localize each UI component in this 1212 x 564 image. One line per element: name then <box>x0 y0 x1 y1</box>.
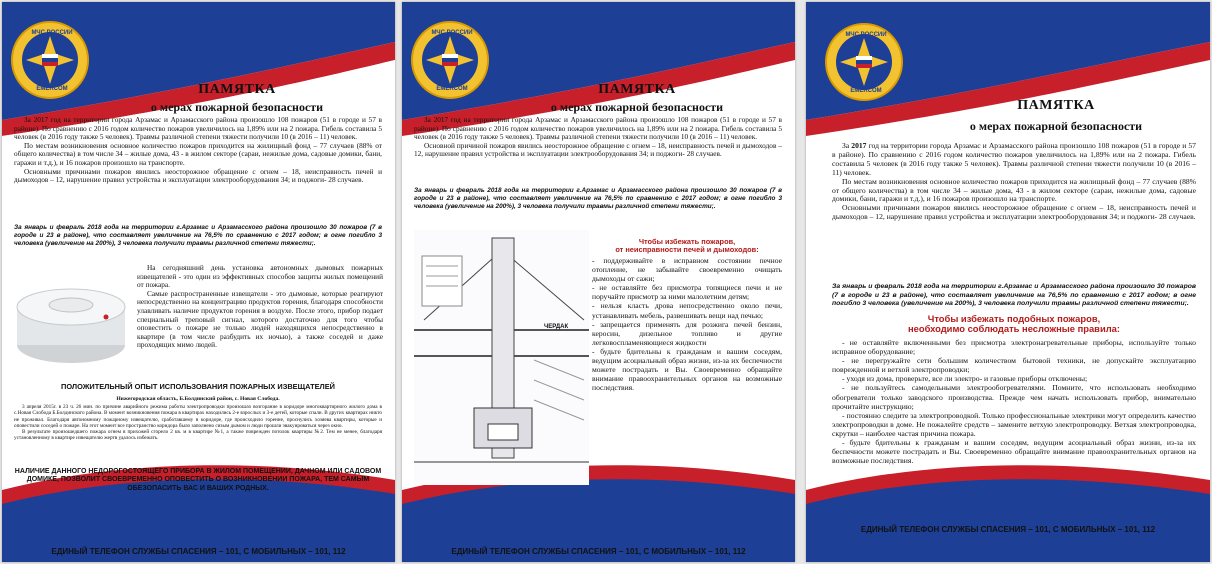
intro-paragraph: За 2017 год на территории города Арзамас и Арзамасского района произошло 108 пожаров (51 в городе и 57 в районе). По сравнению с 2016 годом количество пожаров увеличилось на 1,89% или на 2 пожара. Гибель составила 5 человек (в 2016 году также 5 человек). Травмы различной степени тяжести получили 10 (в 2016 – 11) человек. <box>832 141 1196 177</box>
attic-label: ЧЕРДАК <box>544 324 569 330</box>
case-result: В результате произошедшего пожара огнем в прихожей сгорело 2 кв. м в квартире №1, а также поврежден потолок квартиры №2. Тем не менее, благодаря установленному в квартире извещателю жертв удалось избежать. <box>14 429 382 442</box>
tips-heading-line-2: от неисправности печей и дымоходов: <box>615 245 759 254</box>
rule-item: - постоянно следите за электропроводкой. Только профессиональные электрики могут определить качество электропроводки в доме. Не пожалейте средств – замените ветхую электропроводку. Ветхая электропроводка, скрутки – наиболее частая причина пожара. <box>832 410 1196 438</box>
tip-item: - нельзя класть дрова непосредственно около печи, устанавливать мебель, развешивать вещи над печью; <box>592 301 782 320</box>
places-paragraph: По местам возникновения основное количество пожаров приходится на жилищный фонд – 77 случаев (88% от общего количества) в том числе 34 – жилые дома, 43 - в жилом секторе (сараи, нежилые дома, садовые домики, бани, гаражи и т.д.), и 16 пожаров произошло на транспорте. <box>832 176 1196 204</box>
logo-text-top: МЧС РОССИИ <box>845 32 887 38</box>
popular-paragraph: Самые распространенные извещатели - это дымовые, которые реагируют непосредственно на концентрацию продуктов горения, благодаря способности улавливать наличие продуктов горения в воздухе. После этого, прибор подает специальный треповый сигнал, которого достаточно для того чтобы оповестить о пожаре не только людей находящихся непосредственно в квартире (в том числе разбудить их ночью), а также соседей и даже проходящих мимо людей. <box>137 288 383 350</box>
logo-text-bottom: EMERCOM <box>436 86 468 92</box>
bottom-call-out: НАЛИЧИЕ ДАННОГО НЕДОРОГОСТОЯЩЕГО ПРИБОРА В ЖИЛОМ ПОМЕЩЕНИИ, ДАЧНОМ ИЛИ САДОВОМ ДОМИКЕ, ПОЗВОЛИТ СВОЕВРЕМЕННО ОПОВЕСТИТЬ О ВОЗНИКНОВЕНИИ ПОЖАРА, ТЕМ САМЫМ ОБЕЗОПАСИТЬ ВАС И ВАШИХ РОДНЫХ. <box>14 468 382 492</box>
causes-paragraph: Основной причиной пожаров явились неосторожное обращение с огнем – 18, неисправность печей и дымоходов – 12, нарушение правил устройства и эксплуатации электрооборудования 34; и поджоги- 28 случаев. <box>414 140 782 159</box>
rule-item: - не перегружайте сети большим количеством бытовой техники, не допускайте эксплуатацию поврежденной и ветхой электропроводки; <box>832 356 1196 375</box>
jan-feb-stats: За январь и февраль 2018 года на территории г.Арзамас и Арзамасского района произошло 30 пожаров (7 в городе и 23 в районе), что составляет увеличение на 76,5% по сравнению с 2017 годом; в огне погибло 3 человека (увеличение на 200%), 3 человека получили травмы различной степени тяжести;. <box>14 224 382 248</box>
tip-item: - запрещается применять для розжига печей бензин, керосин, дизельное топливо и другие легковоспламеняющиеся жидкости <box>592 319 782 347</box>
rule-item: - будьте бдительны к гражданам и вашим соседям, ведущим асоциальный образ жизни, из-за их беспечности можете пострадать и Вы. Своевременно обращайте внимание правоохранительных органов на возможные последствия. <box>832 438 1196 466</box>
places-paragraph: По местам возникновения основное количество пожаров приходится на жилищный фонд – 77 случаев (88% от общего количества) в том числе 34 – жилые дома, 43 - в жилом секторе (сараи, нежилые дома, садовые домики, бани, гаражи и т.д.), и 16 пожаров произошло на транспорте. <box>14 140 382 167</box>
intro-paragraph: За 2017 год на территории города Арзамас и Арзамасского района произошло 108 пожаров (51 в городе и 57 в районе). По сравнению с 2016 годом количество пожаров увеличилось на 1,89% или на 2 пожара. Гибель составила 5 человек (в 2016 году также 5 человек). Травмы различной степени тяжести получили 10 (в 2016 – 11) человек. <box>14 115 382 142</box>
logo-text-top: МЧС РОССИИ <box>31 30 73 36</box>
stove-chimney-diagram <box>414 230 589 485</box>
rules-heading <box>832 314 1196 334</box>
leaflet-page-3 <box>806 2 1210 562</box>
tips-heading-line-1: Чтобы избежать пожаров, <box>638 237 736 246</box>
tip-item: - поддерживайте в исправном состоянии печное отопление, не забывайте своевременно очищать дымоходы от сажи; <box>592 256 782 284</box>
tip-item: - не оставляйте без присмотра топящиеся печи и не поручайте присмотр за ними малолетним детям; <box>592 283 782 302</box>
rescue-phone-footer: ЕДИНЫЙ ТЕЛЕФОН СЛУЖБЫ СПАСЕНИЯ – 101, С МОБИЛЬНЫХ – 101, 112 <box>860 525 1156 534</box>
case-text: 3 апреля 2015г. в 23 ч. 26 мин. по причине аварийного режима работы электропроводки произошло возгорание в коридоре многоквартирного жилого дома в с.Новая Слобода Б.Болдинского района. В момент возникновения пожара в квартирах находились 2-е взрослых и 3-е детей, которые спали. В других квартирах никто не проживал. Благодаря автономному пожарному извещателю, сработавшему в коридоре, где происходило горение, проснулись хозяева квартиры, которые и оповестили соседей о пожаре. На этот момент все пространство коридора было заполнено сизым дымом и люди прошли эвакуироваться через окно. <box>14 404 382 429</box>
leaflet-page-2 <box>402 2 795 562</box>
today-paragraph: На сегодняшний день установка автономных дымовых пожарных извещателей - это один из эффективных способов защиты жилых помещений от пожара. <box>137 263 383 290</box>
experience-heading: ПОЛОЖИТЕЛЬНЫЙ ОПЫТ ИСПОЛЬЗОВАНИЯ ПОЖАРНЫХ ИЗВЕЩАТЕЛЕЙ <box>61 382 335 391</box>
page-subtitle: о мерах пожарной безопасности <box>969 119 1143 133</box>
rule-item: - уходя из дома, проверьте, все ли электро- и газовые приборы отключены; <box>842 374 1088 384</box>
page-subtitle: о мерах пожарной безопасности <box>550 100 724 114</box>
rescue-phone-footer: ЕДИНЫЙ ТЕЛЕФОН СЛУЖБЫ СПАСЕНИЯ – 101, С МОБИЛЬНЫХ – 101, 112 <box>51 547 346 556</box>
intro-year: 2017 <box>851 141 867 150</box>
causes-paragraph: Основными причинами пожаров явились неосторожное обращение с огнем – 18, неисправность печей и дымоходов – 12, нарушение правил устройства и эксплуатации электрооборудования 34; и поджоги- 28 случаев. <box>832 203 1196 222</box>
stove-tips-list <box>592 256 782 392</box>
page-title: ПАМЯТКА <box>1017 98 1095 113</box>
electrical-rules-list <box>832 338 1196 465</box>
rescue-phone-footer: ЕДИНЫЙ ТЕЛЕФОН СЛУЖБЫ СПАСЕНИЯ – 101, С МОБИЛЬНЫХ – 101, 112 <box>451 547 746 556</box>
rules-heading-line-1: Чтобы избежать подобных пожаров, <box>927 313 1101 324</box>
logo-text-bottom: EMERCOM <box>36 86 68 92</box>
jan-feb-stats: За январь и февраль 2018 года на территории г.Арзамас и Арзамасского района произошло 30 пожаров (7 в городе и 23 в районе), что составляет увеличение на 76,5% по сравнению с 2017 годом; в огне погибло 3 человека (увеличение на 200%), 3 человека получили травмы различной степени тяжести;. <box>832 283 1196 307</box>
logo-text-bottom: EMERCOM <box>850 88 882 94</box>
jan-feb-stats: За январь и февраль 2018 года на территории г.Арзамас и Арзамасского района произошло 30 пожаров (7 в городе и 23 в районе), что составляет увеличение на 76,5% по сравнению с 2017 годом; в огне погибло 3 человека (увеличение на 200%), 3 человека получили травмы различной степени тяжести;. <box>414 187 782 211</box>
tip-item: - будьте бдительны к гражданам и вашим соседям, ведущим асоциальный образ жизни, из-за их беспечности можете пострадать и Вы. Своевременно обращайте внимание правоохранительных органов на возможные последствия. <box>592 346 782 393</box>
rules-heading-line-2: необходимо соблюдать несложные правила: <box>907 323 1120 334</box>
tips-heading <box>592 238 782 254</box>
page-title: ПАМЯТКА <box>598 82 676 97</box>
case-text-block <box>14 404 382 442</box>
intro-text-block <box>414 116 782 159</box>
page-title: ПАМЯТКА <box>198 82 276 97</box>
leaflet-page-1 <box>2 2 395 562</box>
intro-text-block <box>832 142 1196 222</box>
intro-paragraph: За 2017 год на территории города Арзамас и Арзамасского района произошло 108 пожаров (51 в городе и 57 в районе). По сравнению с 2016 годом количество пожаров увеличилось на 1,89% или на 2 пожара. Гибель составила 5 человек (в 2016 году также 5 человек). Травмы различной степени тяжести получили 10 (в 2016 – 11) человек. <box>414 115 782 142</box>
causes-paragraph: Основными причинами пожаров явились неосторожное обращение с огнем – 18, неисправность печей и дымоходов – 12, нарушение правил устройства и эксплуатации электрооборудования 34; и поджоги- 28 случаев. <box>14 166 382 185</box>
logo-text-top: МЧС РОССИИ <box>431 30 473 36</box>
rule-item: - не оставляйте включенными без присмотра электронагревательные приборы, используйте только исправное оборудование; <box>832 338 1196 357</box>
smoke-detector-image <box>10 267 132 377</box>
page-subtitle: о мерах пожарной безопасности <box>150 100 324 114</box>
rule-item: - не пользуйтесь самодельными электрообогревателями. Помните, что использовать необходимо обогреватели только заводского производства. Прежде чем начать использовать прибор, внимательно прочитайте инструкцию; <box>832 383 1196 411</box>
case-title: Нижегородская область, Б.Болдинский район, с. Новая Слобода. <box>116 396 280 402</box>
intro-text-block <box>14 116 382 185</box>
detector-text-block <box>137 264 383 350</box>
